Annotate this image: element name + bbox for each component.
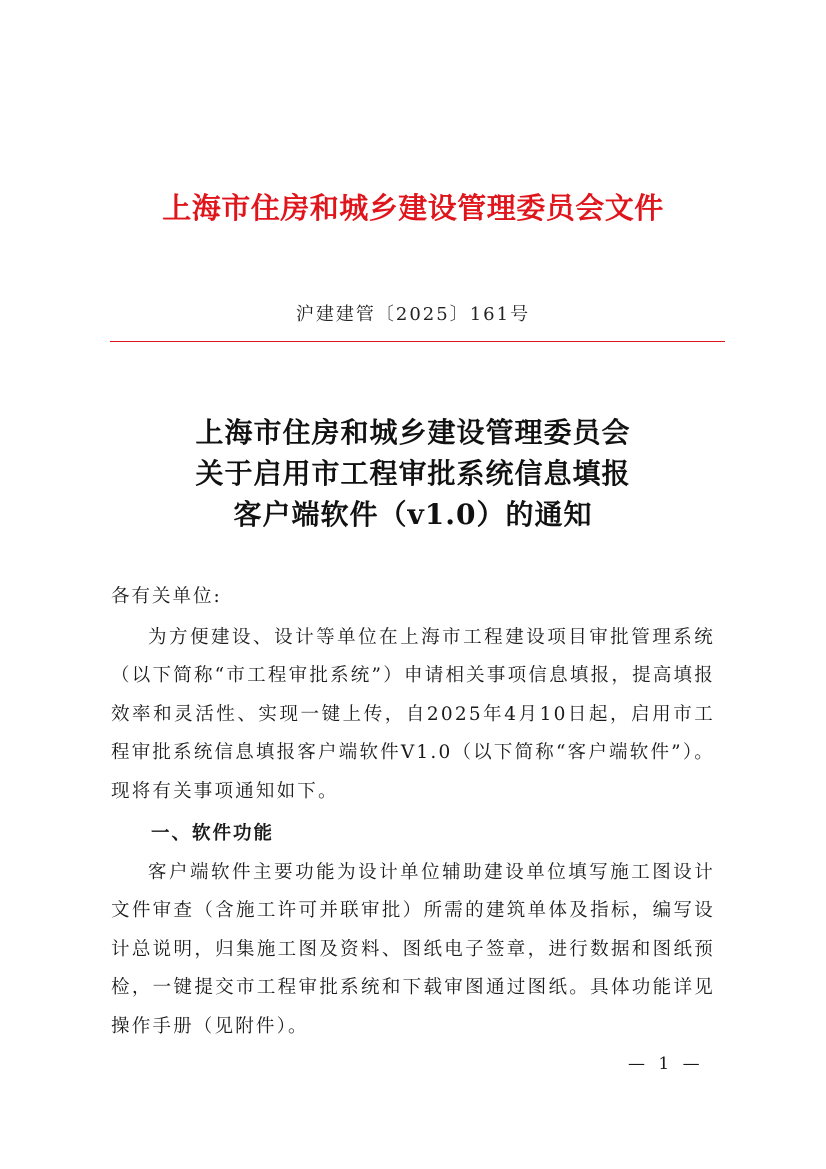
notice-title-line-1: 上海市住房和城乡建设管理委员会 [195, 416, 631, 449]
document-number: 沪建建管〔2025〕161号 [295, 304, 531, 325]
document-header-title: 上海市住房和城乡建设管理委员会文件 [162, 191, 664, 225]
red-divider-line [110, 341, 725, 342]
body-paragraph-2: 客户端软件主要功能为设计单位辅助建设单位填写施工图设计文件审查（含施工许可并联审批）所需的建筑单体及指标，编写设计总说明，归集施工图及资料、图纸电子签章，进行数据和图纸预检，一键提交市工程审批系统和下载审图通过图纸。具体功能详见操作手册（见附件）。 [111, 862, 715, 1037]
section-heading-software-functions: 一、软件功能 [151, 823, 275, 844]
body-paragraph-1: 为方便建设、设计等单位在上海市工程建设项目审批管理系统（以下简称“市工程审批系统”）申请相关事项信息填报，提高填报效率和灵活性、实现一键上传，自2025年4月10日起，启用市工程审批系统信息填报客户端软件V1.0（以下简称“客户端软件”）。现将有关事项通知如下。 [111, 627, 715, 802]
notice-title-line-3: 客户端软件（v1.0）的通知 [233, 498, 593, 531]
notice-title-line-2: 关于启用市工程审批系统信息填报 [195, 457, 631, 490]
salutation: 各有关单位: [111, 586, 222, 607]
page-number: — 1 — [628, 1054, 704, 1074]
